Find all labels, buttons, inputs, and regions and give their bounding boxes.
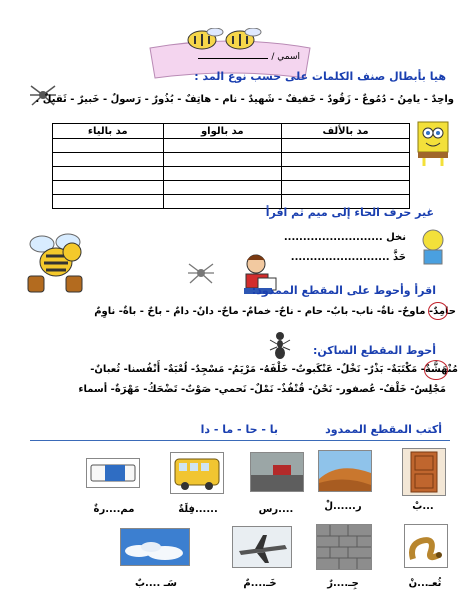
snake-image — [404, 524, 448, 568]
table-row — [53, 153, 410, 167]
airplane-image — [232, 526, 292, 568]
syllable-options: با - حا - ما - دا — [200, 423, 278, 436]
spider-icon — [186, 258, 216, 288]
fill-line-1[interactable]: نخل .......................... — [283, 232, 406, 243]
eraser-image — [86, 458, 140, 488]
section3-heading: اقرأ وأحوط على المقطع الممدود: — [251, 284, 436, 297]
col-header-alif: مد بالألف — [282, 124, 410, 139]
section5-heading: أكتب المقطع الممدود — [325, 423, 442, 436]
caption-door[interactable]: ...بْ — [412, 501, 434, 512]
cartoon-character-image — [418, 228, 448, 268]
school-bus-image — [170, 452, 224, 494]
bee-honey-image — [22, 230, 94, 296]
section4-heading: أحوط المقطع الساكن: — [312, 344, 436, 357]
section1-word-list: واحِدٌ - يامِنُ - دُمُوعٌ - زَقُودٌ - خَفيفٌ - شَهيدٌ - نام - هاتِفٌ - بُذُورٌ - رَسولٌ - خَبيرٌ - ثَقيلٌ . — [35, 94, 454, 105]
race-track-image — [250, 452, 304, 492]
door-image — [402, 448, 446, 496]
sky-clouds-image — [120, 528, 190, 566]
brick-wall-image — [316, 524, 372, 570]
sponge-character-image — [412, 118, 454, 168]
caption-sky[interactable]: سَـ ....بٌ — [135, 578, 177, 589]
fill-line-2[interactable]: حَذَّ .......................... — [290, 252, 406, 263]
caption-track[interactable]: ....رس — [258, 504, 294, 515]
col-header-waw: مد بالواو — [163, 124, 282, 139]
section5-underline — [30, 440, 450, 441]
section2-heading: غير حرف الحاء إلى ميم ثم اقرأ — [265, 206, 434, 219]
classification-table — [52, 123, 410, 209]
caption-airplane[interactable]: خَـ....مٌ — [243, 578, 277, 589]
section4-word-line-2: مَجْلِسٌ- خَلْفٌ- عُصفور- نَحْنُ- قُنْفُذٌ- نَمْلٌ- نَحمي- صَوْتٌ- تَضْحَكُ- مَهْرَةٌ- أسماء — [78, 384, 446, 395]
example-circle — [428, 302, 448, 320]
caption-snake[interactable]: ثُعـ...نْ — [408, 578, 442, 589]
caption-eraser[interactable]: مم....رةٌ — [93, 504, 135, 515]
section1-heading: هيا بأبطال صنف الكلمات على حسب نوع المد : — [194, 70, 446, 83]
student-name-line[interactable] — [170, 52, 300, 62]
col-header-ya: مد بالياء — [53, 124, 164, 139]
table-row — [53, 167, 410, 181]
section4-word-line-1: مُنْهَشَّةٌ- مَكْتَبَةٌ- بَذْرٌ- نَخْلٌ- عَنْكَبوتٌ- خَلْفَهُ- مَرْيَمُ- مَسْجِدٌ- لُعْبَةٌ- أَنْفُسنا- ثُعبانٌ- — [90, 364, 458, 375]
table-row — [53, 139, 410, 153]
table-row — [53, 181, 410, 195]
example-circle — [424, 360, 448, 380]
name-label: اسمي / — [271, 52, 300, 62]
caption-bus[interactable]: ......فِلَةٌ — [178, 504, 218, 515]
section3-word-line: حامِدٌ- ماوحٌ- ناةٌ- ناب- بابٌ- حام - ناحٌ- خمامٌ- ماحٌ- دانٌ- دامٌ - باحٌ - باةٌ- ناوِمٌ — [94, 306, 456, 317]
caption-desert[interactable]: ر......لْ — [324, 501, 362, 512]
caption-wall[interactable]: جِـ....رٌ — [327, 578, 359, 589]
desert-image — [318, 450, 372, 492]
